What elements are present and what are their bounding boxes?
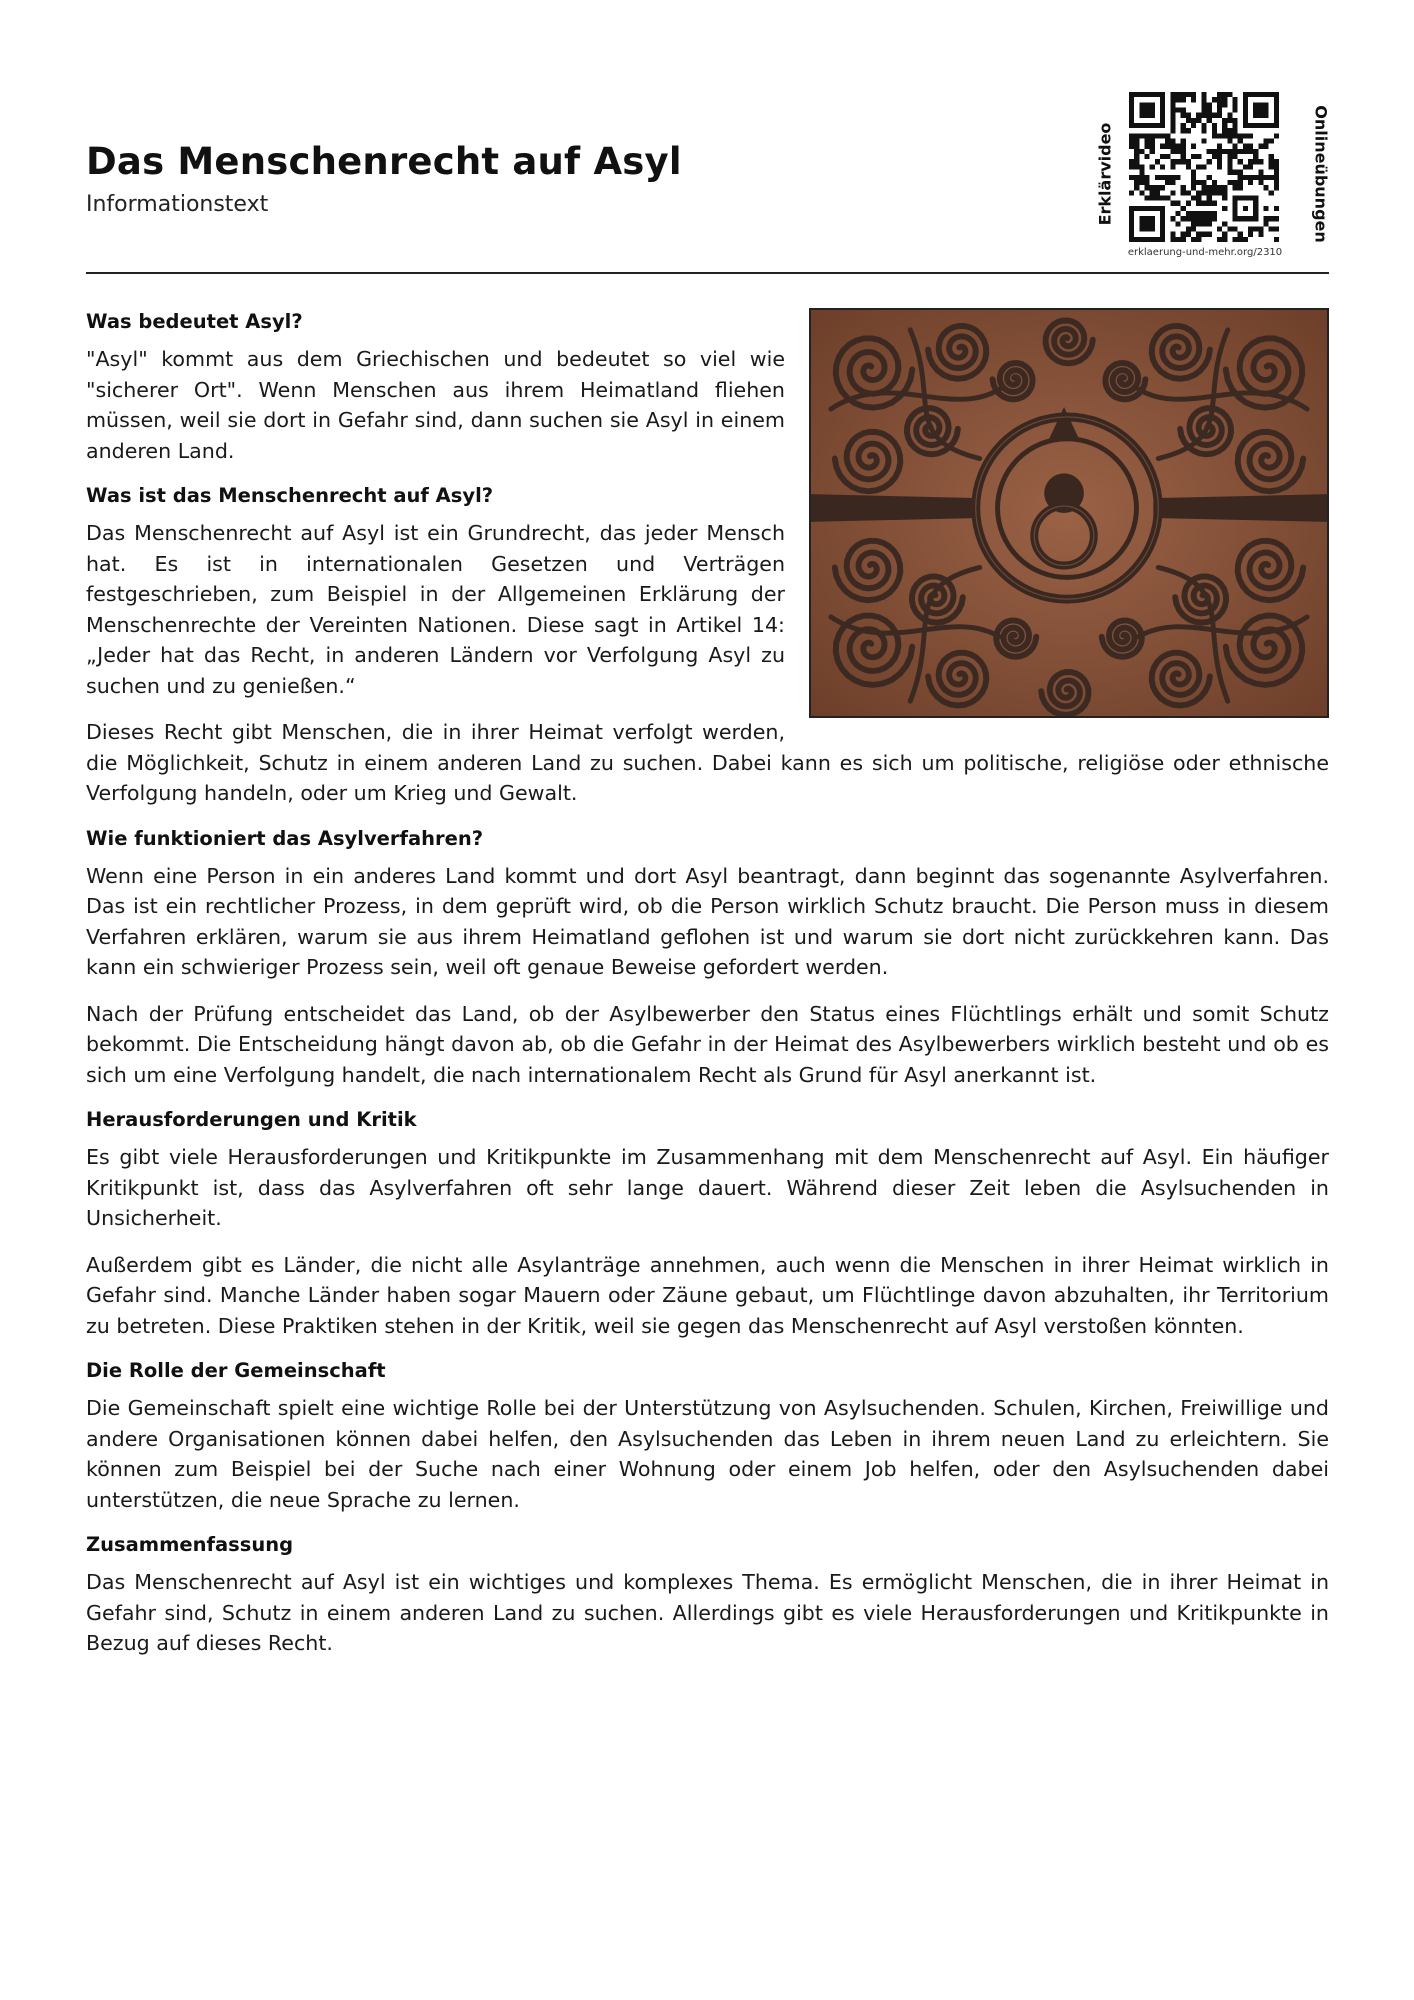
section-paragraph: Das Menschenrecht auf Asyl ist ein Grundrecht, das jeder Mensch hat. Es ist in internationalen Gesetzen und Verträgen festgeschrieben, zum Beispiel in der Allgemeinen Erklärung der Menschenrechte der Vereinten Nationen. Diese sagt in Artikel 14: „Jeder hat das Recht, in anderen Ländern vor Verfolgung Asyl zu suchen und zu genießen.“ — [86, 521, 785, 698]
section-paragraph: Es gibt viele Herausforderungen und Kritikpunkte im Zusammenhang mit dem Menschenrecht auf Asyl. Ein häufiger Kritikpunkt ist, dass das Asylverfahren oft sehr lange dauert. Während dieser Zeit leben die Asylsuchenden in Unsicherheit. — [86, 1145, 1329, 1230]
worksheet-page — [86, 0, 1329, 2000]
qr-label-exercises: Onlineübungen — [1311, 105, 1331, 243]
section-paragraph: Dieses Recht gibt Menschen, die in ihrer Heimat verfolgt werden, die Möglichkeit, Schutz in einem anderen Land zu suchen. Dabei kann es sich um politische, religiöse oder ethnische Verfolgung handeln, oder um Krieg und Gewalt. — [86, 720, 1329, 805]
article-body — [86, 308, 1329, 1675]
section-heading: Was bedeutet Asyl? — [86, 310, 303, 333]
section-heading: Wie funktioniert das Asylverfahren? — [86, 826, 484, 850]
section-paragraph: "Asyl" kommt aus dem Griechischen und bedeutet so viel wie "sicherer Ort". Wenn Menschen aus ihrem Heimatland fliehen müssen, weil sie dort in Gefahr sind, dann suchen sie Asyl in einem anderen Land. — [86, 347, 785, 463]
section-heading: Die Rolle der Gemeinschaft — [86, 1359, 386, 1382]
qr-url-text: erklaerung-und-mehr.org/2310 — [1127, 247, 1283, 258]
section-paragraph: Das Menschenrecht auf Asyl ist ein wichtiges und komplexes Thema. Es ermöglicht Menschen, die in ihrer Heimat in Gefahr sind, Schutz in einem anderen Land zu suchen. Allerdings gibt es viele Herausforderungen und Kritikpunkte in Bezug auf dieses Recht. — [86, 1570, 1329, 1655]
qr-label-video: Erklärvideo — [1095, 122, 1115, 226]
section-paragraph: Wenn eine Person in ein anderes Land kommt und dort Asyl beantragt, dann beginnt das sogenannte Asylverfahren. Das ist ein rechtlicher Prozess, in dem geprüft wird, ob die Person wirklich Schutz braucht. Die Person muss in diesem Verfahren erklären, warum sie aus ihrem Heimatland geflohen ist und warum sie dort nicht zurückkehren kann. Das kann ein schwieriger Prozess sein, weil oft genaue Beweise gefordert werden. — [86, 863, 1329, 979]
qr-code-icon[interactable] — [1129, 92, 1279, 242]
section-heading: Herausforderungen und Kritik — [86, 1108, 417, 1131]
page-title: Das Menschenrecht auf Asyl — [86, 140, 682, 183]
section-heading: Zusammenfassung — [86, 1533, 294, 1556]
ornate-door-ironwork-image — [809, 308, 1329, 718]
page-subtitle: Informationstext — [86, 192, 269, 217]
section-paragraph: Die Gemeinschaft spielt eine wichtige Rolle bei der Unterstützung von Asylsuchenden. Schulen, Kirchen, Freiwillige und andere Organisationen können dabei helfen, den Asylsuchenden das Leben in ihrem neuen Land zu erleichtern. Sie können zum Beispiel bei der Suche nach einer Wohnung oder einem Job helfen, oder den Asylsuchenden dabei unterstützen, die neue Sprache zu lernen. — [86, 1396, 1329, 1512]
section-paragraph: Nach der Prüfung entscheidet das Land, ob der Asylbewerber den Status eines Flüchtlings erhält und somit Schutz bekommt. Die Entscheidung hängt davon ab, ob die Gefahr in der Heimat des Asylbewerbers wirklich besteht und ob es sich um eine Verfolgung handelt, die nach internationalem Recht als Grund für Asyl anerkannt ist. — [86, 1001, 1329, 1087]
section-paragraph: Außerdem gibt es Länder, die nicht alle Asylanträge annehmen, auch wenn die Menschen in ihrer Heimat wirklich in Gefahr sind. Manche Länder haben sogar Mauern oder Zäune gebaut, um Flüchtlinge davon abzuhalten, ihr Territorium zu betreten. Diese Praktiken stehen in der Kritik, weil sie gegen das Menschenrecht auf Asyl verstoßen könnten. — [86, 1252, 1329, 1338]
header-divider — [86, 272, 1329, 274]
qr-code-block[interactable] — [1091, 90, 1331, 270]
section-heading: Was ist das Menschenrecht auf Asyl? — [86, 484, 494, 507]
